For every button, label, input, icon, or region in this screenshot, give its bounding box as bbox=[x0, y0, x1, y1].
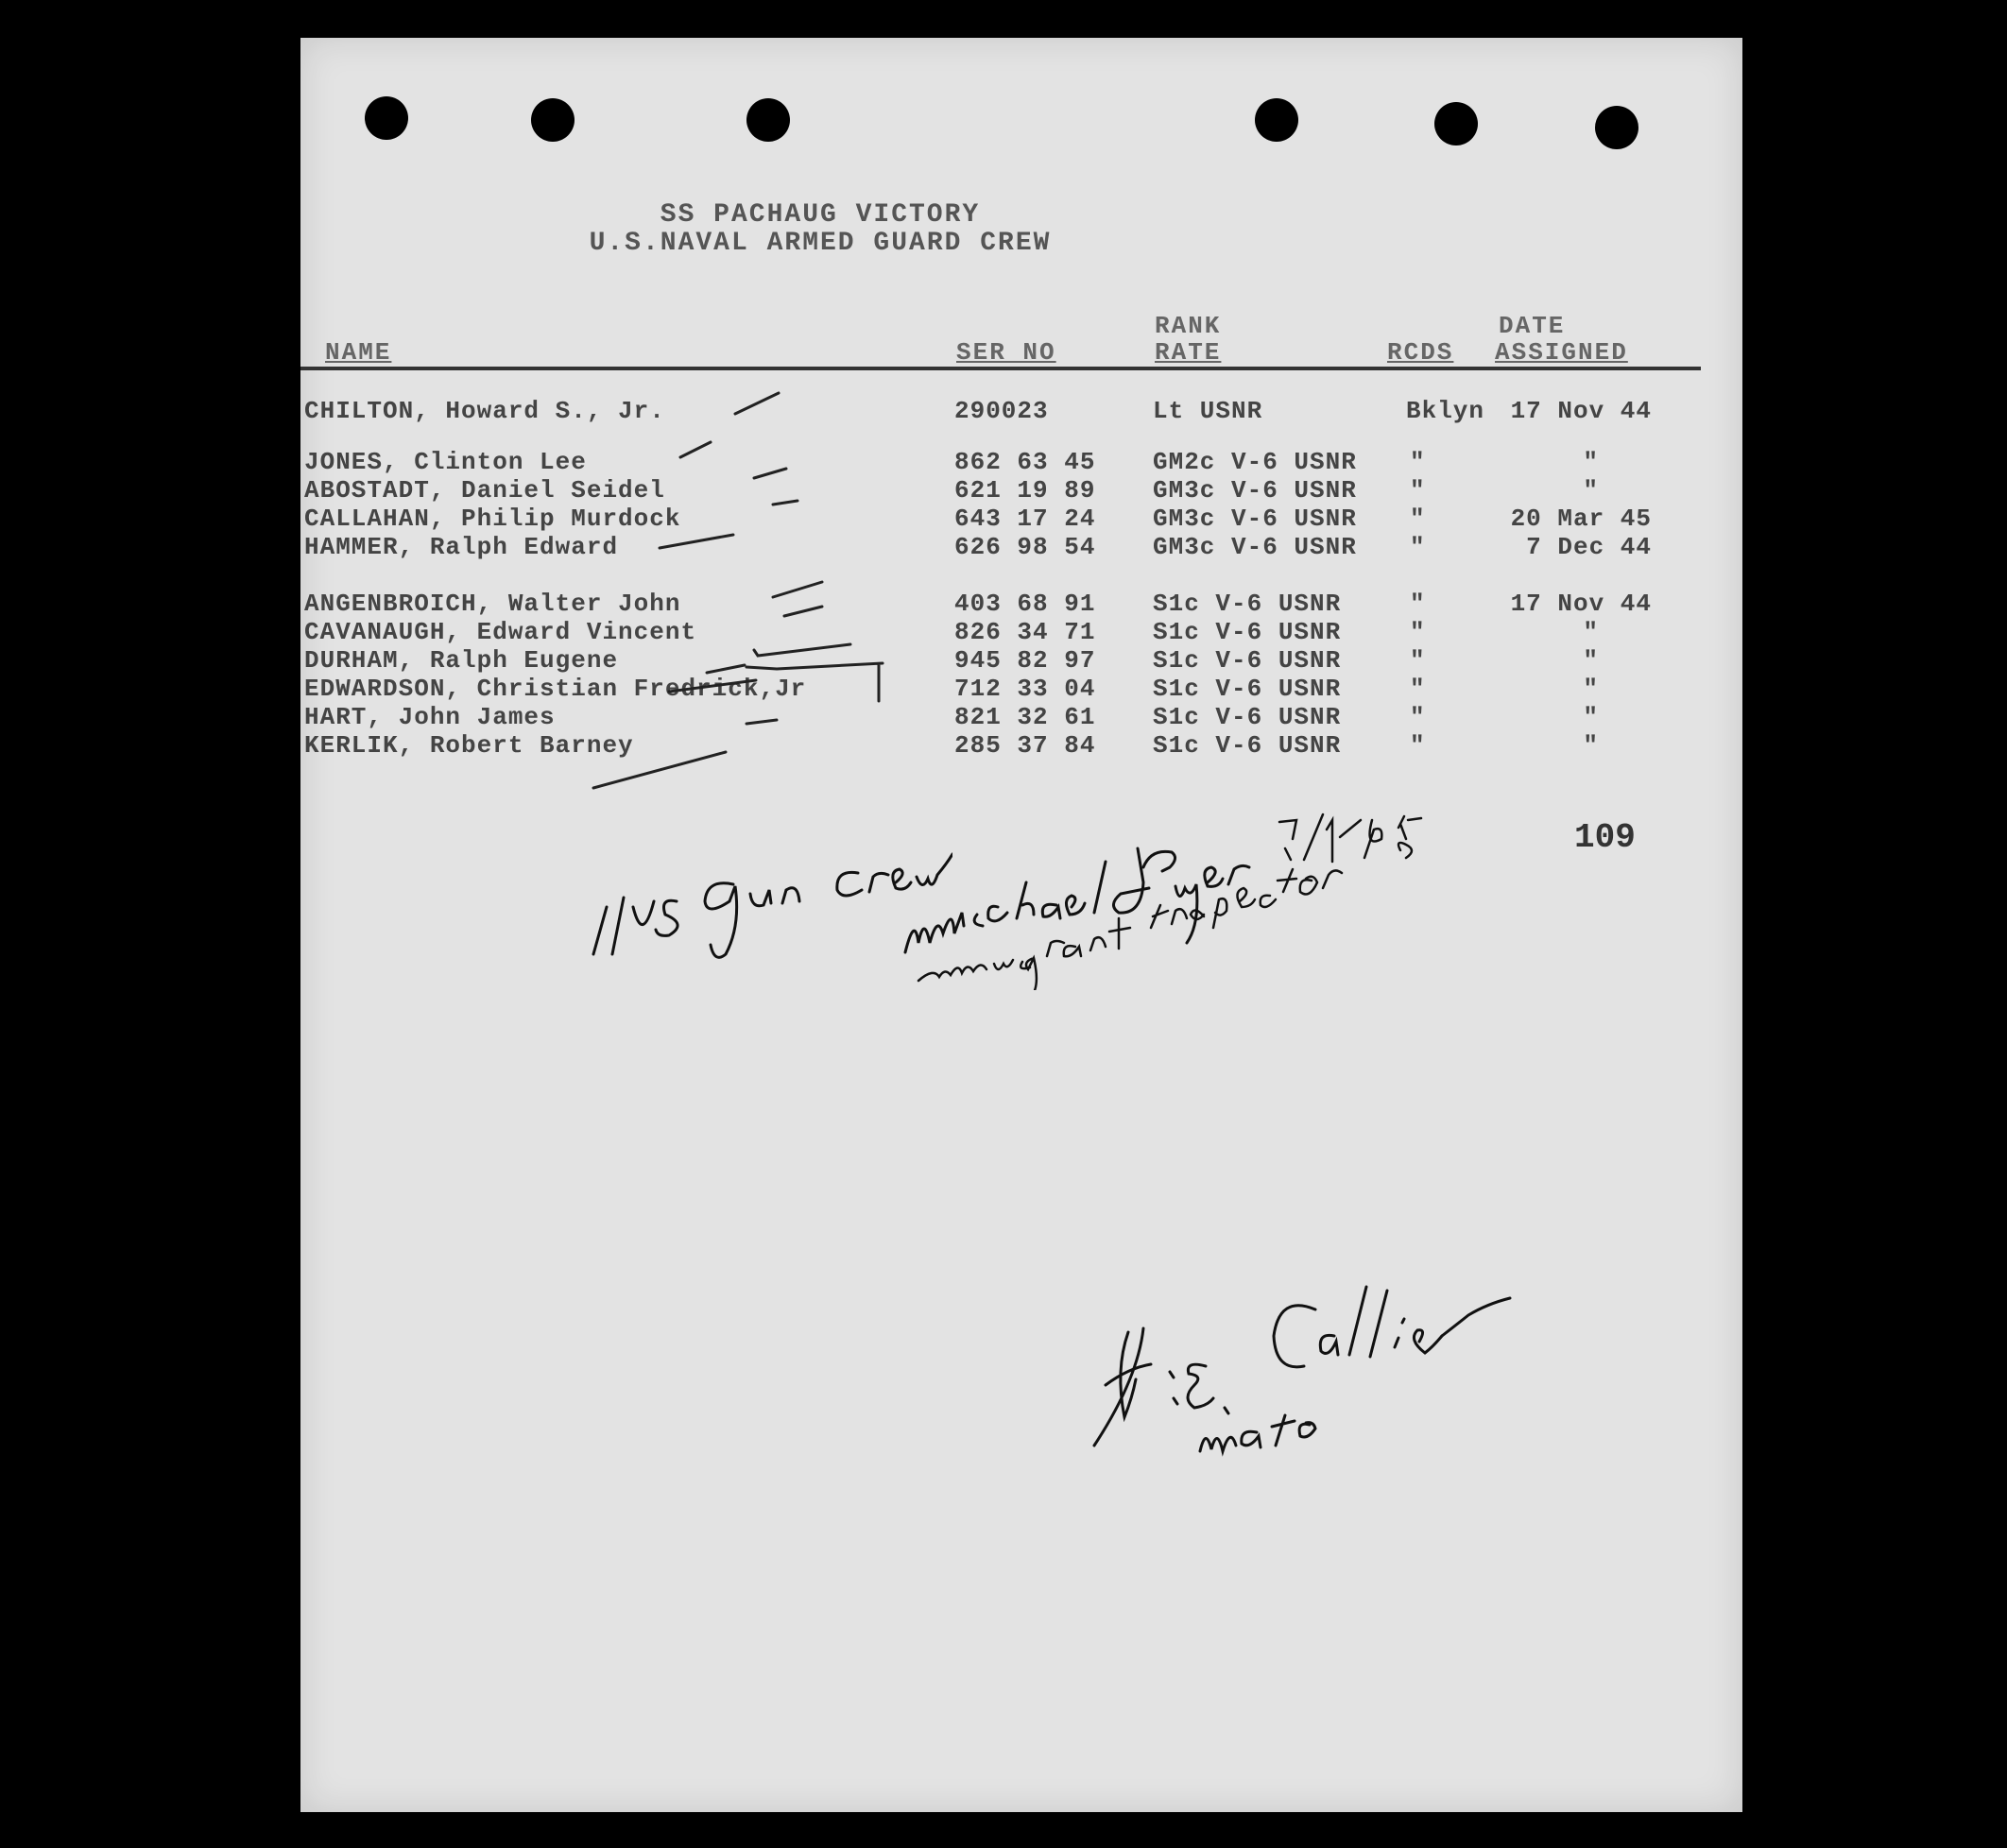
crew-ser-no: 285 37 84 bbox=[954, 731, 1096, 760]
crew-date: " bbox=[1583, 675, 1599, 703]
crew-recd: " bbox=[1410, 703, 1426, 731]
crew-rate: S1c V-6 USNR bbox=[1153, 618, 1342, 646]
crew-name: CHILTON, Howard S., Jr. bbox=[304, 397, 665, 425]
crew-ser-no: 290023 bbox=[954, 397, 1049, 425]
crew-ser-no: 626 98 54 bbox=[954, 533, 1096, 561]
check-mark bbox=[746, 663, 883, 701]
crew-ser-no: 862 63 45 bbox=[954, 448, 1096, 476]
check-mark bbox=[773, 501, 798, 505]
master-signature-drawing bbox=[1090, 1266, 1620, 1512]
crew-rate: GM3c V-6 USNR bbox=[1153, 505, 1357, 533]
crew-date: " bbox=[1583, 618, 1599, 646]
inspector-signature-drawing bbox=[896, 801, 1425, 990]
master-signature bbox=[1090, 1266, 1620, 1512]
page-number: 109 bbox=[1574, 818, 1636, 857]
crew-recd: " bbox=[1410, 675, 1426, 703]
crew-recd: " bbox=[1410, 476, 1426, 505]
crew-ser-no: 821 32 61 bbox=[954, 703, 1096, 731]
crew-rate: GM3c V-6 USNR bbox=[1153, 476, 1357, 505]
check-marks bbox=[300, 38, 1742, 888]
crew-name: CAVANAUGH, Edward Vincent bbox=[304, 618, 697, 646]
check-mark bbox=[773, 582, 822, 597]
crew-rate: S1c V-6 USNR bbox=[1153, 731, 1342, 760]
crew-date: 17 Nov 44 bbox=[1510, 397, 1652, 425]
check-mark bbox=[754, 644, 850, 656]
crew-date: 20 Mar 45 bbox=[1510, 505, 1652, 533]
crew-ser-no: 643 17 24 bbox=[954, 505, 1096, 533]
crew-name: EDWARDSON, Christian Fredrick,Jr bbox=[304, 675, 807, 703]
crew-name: HART, John James bbox=[304, 703, 556, 731]
crew-date: " bbox=[1583, 703, 1599, 731]
crew-date: " bbox=[1583, 476, 1599, 505]
crew-recd: " bbox=[1410, 505, 1426, 533]
crew-rate: S1c V-6 USNR bbox=[1153, 675, 1342, 703]
crew-rate: S1c V-6 USNR bbox=[1153, 646, 1342, 675]
crew-recd: " bbox=[1410, 618, 1426, 646]
crew-recd: " bbox=[1410, 646, 1426, 675]
crew-name: CALLAHAN, Philip Murdock bbox=[304, 505, 681, 533]
crew-date: " bbox=[1583, 646, 1599, 675]
crew-ser-no: 826 34 71 bbox=[954, 618, 1096, 646]
check-mark bbox=[669, 680, 756, 692]
crew-recd: " bbox=[1410, 533, 1426, 561]
document-page bbox=[300, 38, 1742, 1812]
column-header-date: DATE bbox=[1499, 312, 1566, 340]
crew-recd: " bbox=[1410, 590, 1426, 618]
check-mark bbox=[754, 469, 786, 478]
crew-subtitle: U.S.NAVAL ARMED GUARD CREW bbox=[589, 229, 1052, 258]
check-mark bbox=[593, 752, 726, 788]
check-mark bbox=[707, 665, 745, 673]
crew-name: ANGENBROICH, Walter John bbox=[304, 590, 681, 618]
crew-rate: S1c V-6 USNR bbox=[1153, 590, 1342, 618]
crew-name: HAMMER, Ralph Edward bbox=[304, 533, 619, 561]
check-mark bbox=[660, 535, 733, 548]
crew-date: " bbox=[1583, 448, 1599, 476]
crew-name: JONES, Clinton Lee bbox=[304, 448, 587, 476]
check-mark bbox=[680, 442, 711, 457]
crew-name: ABOSTADT, Daniel Seidel bbox=[304, 476, 665, 505]
check-mark bbox=[784, 607, 822, 616]
column-header-rank: RANK bbox=[1155, 312, 1222, 340]
column-header-recd: RCDS bbox=[1387, 338, 1454, 367]
crew-rate: S1c V-6 USNR bbox=[1153, 703, 1342, 731]
crew-ser-no: 945 82 97 bbox=[954, 646, 1096, 675]
check-mark bbox=[735, 393, 779, 414]
check-mark bbox=[746, 720, 777, 724]
crew-date: " bbox=[1583, 731, 1599, 760]
column-header-ser-no: SER NO bbox=[956, 338, 1056, 367]
crew-ser-no: 712 33 04 bbox=[954, 675, 1096, 703]
ship-title: SS PACHAUG VICTORY bbox=[660, 200, 981, 230]
crew-recd: Bklyn bbox=[1406, 397, 1485, 425]
crew-rate: GM3c V-6 USNR bbox=[1153, 533, 1357, 561]
crew-date: 17 Nov 44 bbox=[1510, 590, 1652, 618]
column-header-assigned: ASSIGNED bbox=[1495, 338, 1628, 367]
crew-recd: " bbox=[1410, 731, 1426, 760]
crew-name: KERLIK, Robert Barney bbox=[304, 731, 634, 760]
crew-rate: GM2c V-6 USNR bbox=[1153, 448, 1357, 476]
column-header-rate: RATE bbox=[1155, 338, 1222, 367]
crew-ser-no: 621 19 89 bbox=[954, 476, 1096, 505]
crew-recd: " bbox=[1410, 448, 1426, 476]
crew-rate: Lt USNR bbox=[1153, 397, 1263, 425]
inspector-signature bbox=[896, 801, 1425, 990]
crew-name: DURHAM, Ralph Eugene bbox=[304, 646, 619, 675]
column-header-name: NAME bbox=[325, 338, 392, 367]
crew-ser-no: 403 68 91 bbox=[954, 590, 1096, 618]
crew-date: 7 Dec 44 bbox=[1526, 533, 1652, 561]
